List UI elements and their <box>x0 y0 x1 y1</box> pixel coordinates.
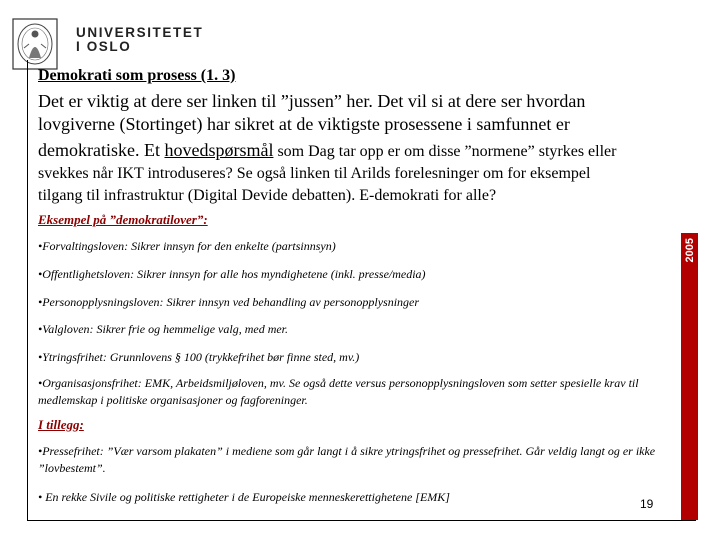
page-number: 19 <box>640 497 654 511</box>
intro-line: Det er viktig at dere ser linken til ”jussen” her. Det vil si at dere ser hvordan <box>38 91 586 111</box>
year-text: 2005 <box>683 238 696 263</box>
intro-line: tilgang til infrastruktur (Digital Devide debatten). E-demokrati for alle? <box>38 187 497 204</box>
list-item: •Ytringsfrihet: Grunnlovens § 100 (trykkefrihet bør finne sted, mv.) <box>38 350 360 364</box>
list-item: •Organisasjonsfrihet: EMK, Arbeidsmiljøloven, mv. Se også dette versus personopplysningsloven som setter spesielle krav til medlemskap i politiske organisasjoner og fagforeninger. <box>38 376 639 407</box>
slide-title <box>38 67 235 85</box>
intro-line3-start: demokratiske. Et <box>38 140 165 160</box>
list-item: •Offentlighetsloven: Sikrer innsyn for alle hos myndighetene (inkl. presse/media) <box>38 267 426 281</box>
additional-heading: I tillegg: <box>38 417 84 432</box>
intro-line3-end: som Dag tar opp er om disse ”normene” styrkes eller <box>273 143 617 160</box>
university-name-line2: I OSLO <box>76 39 132 54</box>
intro-line <box>38 139 688 163</box>
list-item: •Personopplysningsloven: Sikrer innsyn ved behandling av personopplysninger <box>38 295 420 309</box>
key-question-link[interactable]: hovedspørsmål <box>164 140 274 160</box>
list-item: • En rekke Sivile og politiske rettigheter i de Europeiske menneskerettighetene [EMK] <box>38 490 450 504</box>
university-name-line1: UNIVERSITETET <box>76 25 204 40</box>
intro-paragraph <box>38 90 698 136</box>
university-name <box>76 26 203 54</box>
list-item: •Pressefrihet: ”Vær varsom plakaten” i mediene som går langt i å sikre ytringsfrihet og pressefrihet. Går veldig langt og er ikke ”lovbestemt”. <box>38 444 656 475</box>
list-item: •Forvaltingsloven: Sikrer innsyn for den enkelte (partsinnsyn) <box>38 239 336 253</box>
slide-title-text: Demokrati som prosess (1. 3) <box>38 67 236 84</box>
intro-line: lovgiverne (Stortinget) har sikret at de viktigste prosessene i samfunnet er <box>38 114 570 134</box>
intro-paragraph-continued <box>38 140 688 207</box>
example-heading: Eksempel på ”demokratilover”: <box>38 212 208 227</box>
intro-line: svekkes når IKT introduseres? Se også linken til Arilds forelesninger om for eksempel <box>38 165 591 182</box>
list-item: •Valgloven: Sikrer frie og hemmelige valg, med mer. <box>38 322 289 336</box>
